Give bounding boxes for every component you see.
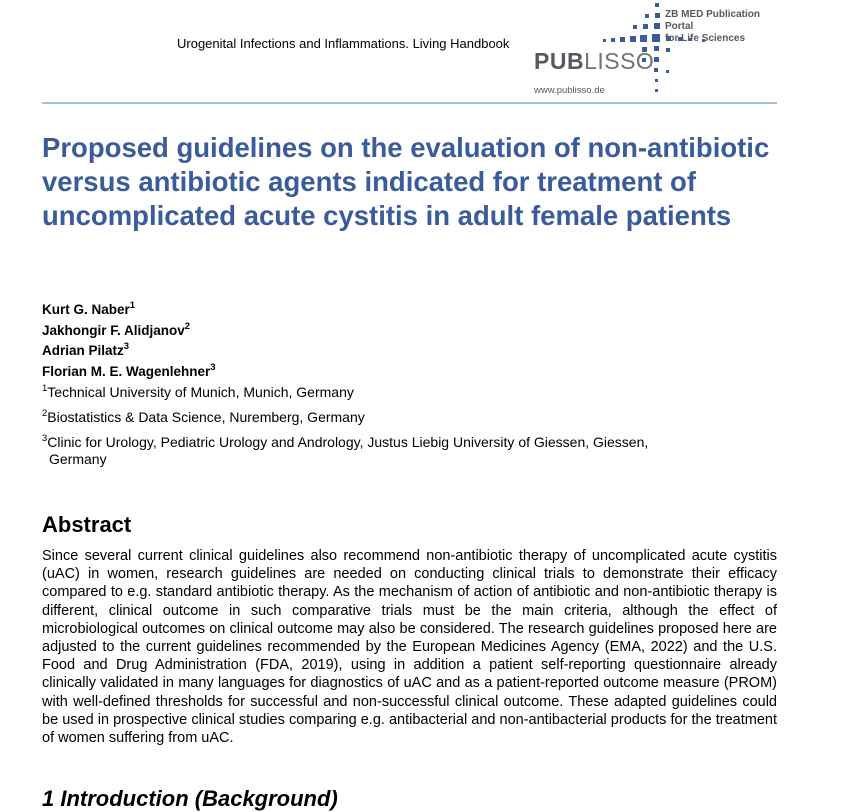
abstract-text: Since several current clinical guidelines also recommend non-antibiotic therapy of uncomplicated acute cystitis (uAC) in women, research guidelines are needed on conducting clinical trials to demonstrate their efficacy compared to e.g. standard antibiotic therapy. As the mechanism of action of antibiotic and non-antibiotic therapy is different, clinical outcome in such comparative trials must be the main criteria, although the effect of microbiological outcomes on clinical outcome may also be considered. The research guidelines proposed here are adjusted to the current guidelines recommended by the European Medicines Agency (EMA, 2022) and the U.S. Food and Drug Administration (FDA, 2019), using in addition a patient self-reporting questionnaire already clinically validated in many languages for diagnostics of uAC and as a patient-reported outcome measure (PROM) with well-defined thresholds for successful and non-successful clinical outcome. These adapted guidelines could be used in prospective clinical studies comparing e.g. antibacterial and non-antibacterial products for the treatment of women suffering from uAC. [42,548,777,747]
section-heading-introduction: 1 Introduction (Background) [42,786,338,811]
logo-wordmark: PUBLISSO [534,48,655,74]
affiliation-list [42,384,732,476]
author: Florian M. E. Wagenlehner$^3$ [42,361,216,379]
affiliation: $^1$Technical University of Munich, Munich, Germany [42,383,354,400]
author: Kurt G. Naber$^1$ [42,300,136,317]
author-list [42,300,216,382]
affiliation: $^3$Clinic for Urology, Pediatric Urology and Andrology, Justus Liebig University of Giessen, Giessen, Germany [42,433,649,467]
paper-title: Proposed guidelines on the evaluation of non-antibiotic versus antibiotic agents indicated for treatment of uncomplicated acute cystitis in adult female patients [42,132,770,231]
publisso-logo [532,0,782,100]
abstract-heading: Abstract [42,512,132,537]
author: Jakhongir F. Alidjanov$^2$ [42,320,191,338]
portal-line-2: for Life Sciences [665,33,746,44]
portal-tagline [665,9,782,45]
header-divider [42,102,777,104]
portal-line-1: ZB MED Publication Portal [665,9,760,32]
logo-url: www.publisso.de [534,85,605,96]
author: Adrian Pilatz$^3$ [42,341,130,358]
journal-name: Urogenital Infections and Inflammations. Living Handbook [177,36,510,51]
affiliation: $^2$Biostatistics & Data Science, Nuremberg, Germany [42,408,365,425]
